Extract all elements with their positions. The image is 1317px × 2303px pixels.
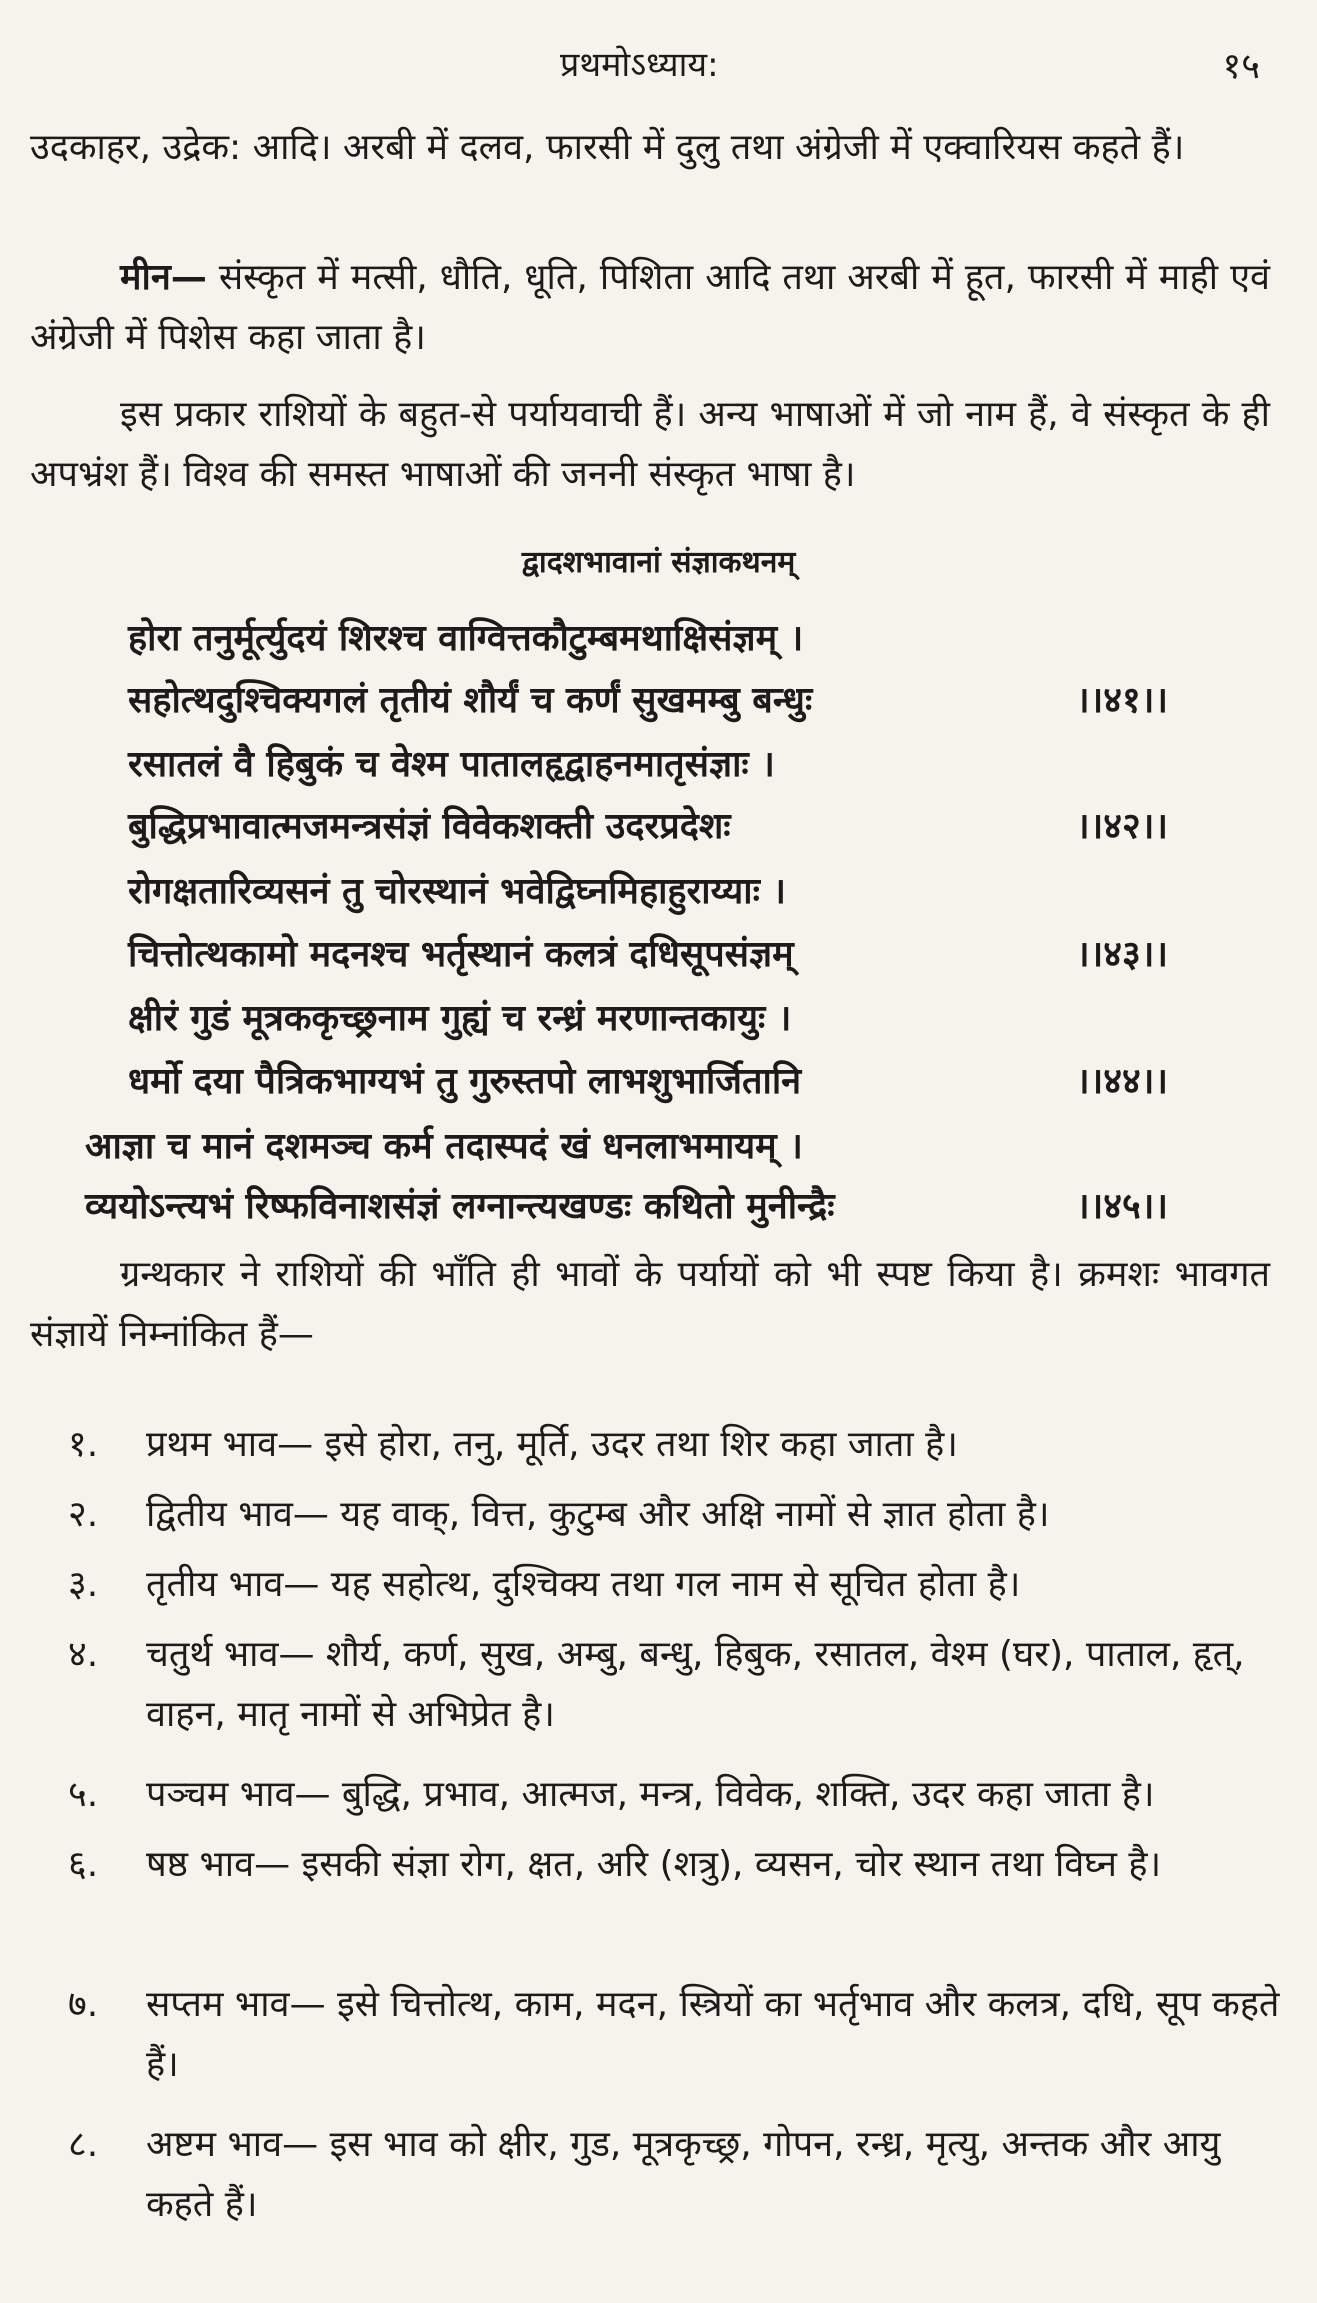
verse-text: बुद्धिप्रभावात्मजमन्त्रसंज्ञं विवेकशक्ती उदरप्रदेशः (128, 806, 731, 847)
verse-text: चित्तोत्थकामो मदनश्च भर्तृस्थानं कलत्रं दधिसूपसंज्ञम् (128, 934, 794, 975)
verse-text: क्षीरं गुडं मूत्रककृच्छ्रनाम गुह्यं च रन्ध्रं मरणान्तकायुः । (128, 998, 792, 1039)
verse-line (128, 992, 791, 1041)
intro-paragraph-1: उदकाहर, उद्रेक: आदि। अरबी में दलव, फारसी में दुलु तथा अंग्रेजी में एक्वारियस कहते हैं। (30, 127, 1185, 168)
page-number: १५ (1222, 46, 1260, 87)
meen-term: मीन— (120, 257, 207, 298)
verse-line (128, 674, 1228, 723)
list-number: ६. (68, 1844, 99, 1885)
verse-line (128, 865, 786, 914)
commentary-intro: ग्रन्थकार ने राशियों की भाँति ही भावों के पर्यायों को भी स्पष्ट किया है। क्रमशः भावगत संज्ञायें निम्नांकित हैं— (30, 1254, 1270, 1355)
verse-number: ।।४३।। (1075, 934, 1168, 975)
list-item (68, 1975, 1288, 2095)
verse-line (128, 1055, 1228, 1104)
verse-number: ।।४१।। (1075, 680, 1168, 721)
verse-number: ।।४५।। (1075, 1186, 1168, 1227)
intro-paragraph-3: इस प्रकार राशियों के बहुत-से पर्यायवाची हैं। अन्य भाषाओं में जो नाम हैं, वे संस्कृत के ही अपभ्रंश हैं। विश्व की समस्त भाषाओं की जननी संस्कृत भाषा है। (30, 394, 1270, 495)
verse-text: रसातलं वै हिबुकं च वेश्म पातालहृद्वाहनमातृसंज्ञाः । (128, 744, 775, 785)
page-header (30, 40, 1260, 90)
meen-description: संस्कृत में मत्सी, धौति, धूति, पिशिता आदि तथा अरबी में हूत, फारसी में माही एवं अंग्रेजी में पिशेस कहा जाता है। (30, 257, 1270, 358)
chapter-title: प्रथमोऽध्याय: (560, 45, 719, 85)
list-number: १. (68, 1424, 99, 1465)
verse-text: होरा तनुर्मूर्त्युदयं शिरश्च वाग्वित्तकौटुम्बमथाक्षिसंज्ञम् । (128, 618, 804, 659)
intro-paragraph-2 (30, 248, 1270, 368)
verse-line (128, 928, 1228, 977)
verse-line (85, 1180, 1228, 1229)
verse-line (128, 738, 775, 787)
list-text: द्वितीय भाव— यह वाक्, वित्त, कुटुम्ब और अक्षि नामों से ज्ञात होता है। (146, 1494, 1050, 1535)
list-number: ४. (68, 1634, 99, 1675)
list-item (68, 2115, 1288, 2235)
list-text: तृतीय भाव— यह सहोत्थ, दुश्चिक्य तथा गल नाम से सूचित होता है। (146, 1564, 1021, 1605)
list-number: ७. (68, 1984, 99, 2025)
verse-text: आज्ञा च मानं दशमञ्च कर्म तदास्पदं खं धनलाभमायम् । (85, 1126, 803, 1167)
list-number: ५. (68, 1774, 99, 1815)
verse-text: सहोत्थदुश्चिक्यगलं तृतीयं शौर्यं च कर्णं सुखमम्बु बन्धुः (128, 680, 813, 721)
verse-line (128, 612, 803, 661)
list-text: षष्ठ भाव— इसकी संज्ञा रोग, क्षत, अरि (शत्रु), व्यसन, चोर स्थान तथा विघ्न है। (146, 1844, 1162, 1885)
list-item (68, 1555, 1288, 1615)
verse-text: रोगक्षतारिव्यसनं तु चोरस्थानं भवेद्विघ्नमिहाहुराय्याः । (128, 871, 787, 912)
verse-line (128, 800, 1228, 849)
list-text: प्रथम भाव— इसे होरा, तनु, मूर्ति, उदर तथा शिर कहा जाता है। (146, 1424, 958, 1465)
list-item (68, 1485, 1288, 1545)
list-text: अष्टम भाव— इस भाव को क्षीर, गुड, मूत्रकृच्छ्र, गोपन, रन्ध्र, मृत्यु, अन्तक और आयु कहते हैं। (146, 2124, 1221, 2225)
verse-number: ।।४२।। (1075, 806, 1168, 847)
list-text: सप्तम भाव— इसे चित्तोत्थ, काम, मदन, स्त्रियों का भर्तृभाव और कलत्र, दधि, सूप कहते हैं। (146, 1984, 1280, 2085)
list-item (68, 1625, 1288, 1745)
section-heading: द्वादशभावानां संज्ञाकथनम् (521, 545, 796, 580)
list-item (68, 1765, 1288, 1825)
verse-text: धर्मो दया पैत्रिकभाग्यभं तु गुरुस्तपो लाभशुभार्जितानि (128, 1061, 802, 1102)
list-number: ३. (68, 1564, 99, 1605)
verse-number: ।।४४।। (1075, 1061, 1168, 1102)
list-number: ८. (68, 2124, 99, 2165)
list-number: २. (68, 1494, 99, 1535)
verse-line (85, 1120, 803, 1169)
list-text: पञ्चम भाव— बुद्धि, प्रभाव, आत्मज, मन्त्र, विवेक, शक्ति, उदर कहा जाता है। (146, 1774, 1155, 1815)
list-text: चतुर्थ भाव— शौर्य, कर्ण, सुख, अम्बु, बन्धु, हिबुक, रसातल, वेश्म (घर), पाताल, हृत्, वाहन, मातृ नामों से अभिप्रेत है। (146, 1634, 1245, 1735)
verse-text: व्ययोऽन्त्यभं रिष्फविनाशसंज्ञं लग्नान्त्यखण्डः कथितो मुनीन्द्रैः (85, 1186, 835, 1227)
list-item (68, 1835, 1288, 1895)
list-item (68, 1415, 1288, 1475)
